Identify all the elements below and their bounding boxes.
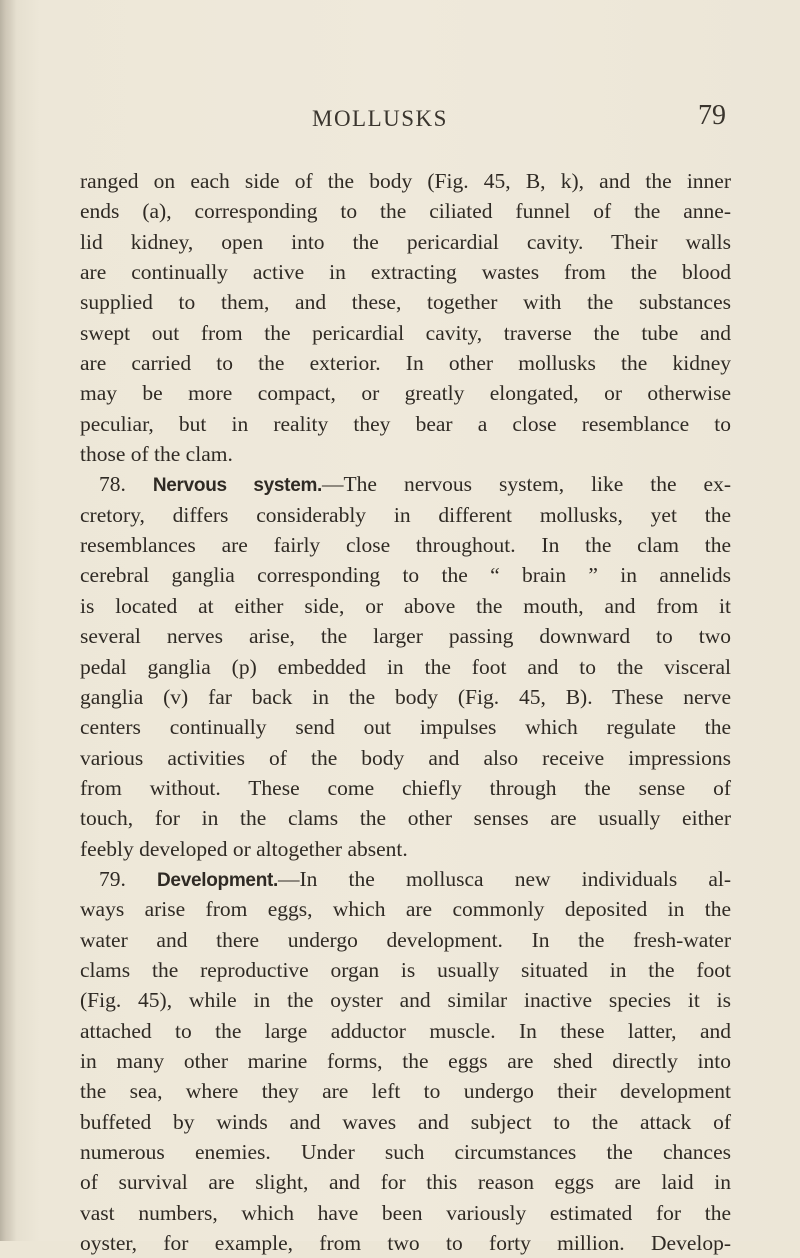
text-line: supplied to them, and these, together with the substances [80,290,731,315]
section-79-first-line [80,864,731,894]
text-line: ganglia (v) far back in the body (Fig. 45, B). These nerve [80,684,731,709]
text-line: water and there undergo development. In the fresh-water [80,927,731,952]
text-line: the sea, where they are left to undergo their development [80,1079,731,1104]
text-line: attached to the large adductor muscle. In these latter, and [80,1018,731,1043]
body-text [80,166,731,1258]
section-79-paragraph [80,864,731,1258]
text-line: lid kidney, open into the pericardial cavity. Their walls [80,229,731,254]
section-78-first-line [80,469,731,499]
text-line: swept out from the pericardial cavity, traverse the tube and [80,320,731,345]
text-line: clams the reproductive organ is usually situated in the foot [80,957,731,982]
text-line: resemblances are fairly close throughout. In the clam the [80,533,731,558]
text-line: oyster, for example, from two to forty million. Develop- [80,1231,731,1256]
text-line: ranged on each side of the body (Fig. 45, B, k), and the inner [80,169,731,193]
text-line: in many other marine forms, the eggs are shed directly into [80,1048,731,1073]
text-line: various activities of the body and also receive impressions [80,745,731,770]
text-line: centers continually send out impulses which regulate the [80,715,731,740]
text-line: vast numbers, which have been variously estimated for the [80,1200,731,1225]
paragraph-kidney [80,166,731,469]
page-number: 79 [698,100,726,131]
section-78-paragraph [80,469,731,863]
text-line: those of the clam. [80,442,233,467]
section-78-number: 78. [99,472,126,497]
section-79-heading: Development. [157,869,279,891]
section-78-heading: Nervous system. [152,475,323,497]
section-78-first-line-text: —The nervous system, like the ex- [322,472,731,497]
text-line: pedal ganglia (p) embedded in the foot and to the visceral [80,654,731,679]
text-line: (Fig. 45), while in the oyster and similar inactive species it is [80,988,731,1013]
text-line: may be more compact, or greatly elongated, or otherwise [80,381,731,406]
text-line: touch, for in the clams the other senses are usually either [80,806,731,831]
section-79-number: 79. [99,866,126,891]
text-line: cretory, differs considerably in different mollusks, yet the [80,502,731,527]
text-line: are carried to the exterior. In other mollusks the kidney [80,351,731,376]
text-line: are continually active in extracting wastes from the blood [80,260,731,285]
text-line: peculiar, but in reality they bear a close resemblance to [80,411,731,436]
text-line: numerous enemies. Under such circumstances the chances [80,1140,731,1164]
text-line: feebly developed or altogether absent. [80,836,408,861]
binding-shadow [0,0,16,1241]
text-line: ways arise from eggs, which are commonly deposited in the [80,897,731,922]
text-line: several nerves arise, the larger passing downward to two [80,624,731,649]
running-title: MOLLUSKS [312,106,448,131]
text-line: ends (a), corresponding to the ciliated funnel of the anne- [80,199,731,224]
text-line: buffeted by winds and waves and subject to the attack of [80,1109,731,1134]
text-line: of survival are slight, and for this reason eggs are laid in [80,1170,731,1195]
text-line: is located at either side, or above the mouth, and from it [80,593,731,618]
section-79-first-line-text: —In the mollusca new individuals al- [278,866,732,891]
text-line: cerebral ganglia corresponding to the “ brain ” in annelids [80,563,731,588]
running-head [80,100,730,140]
text-line: from without. These come chiefly through the sense of [80,775,731,800]
